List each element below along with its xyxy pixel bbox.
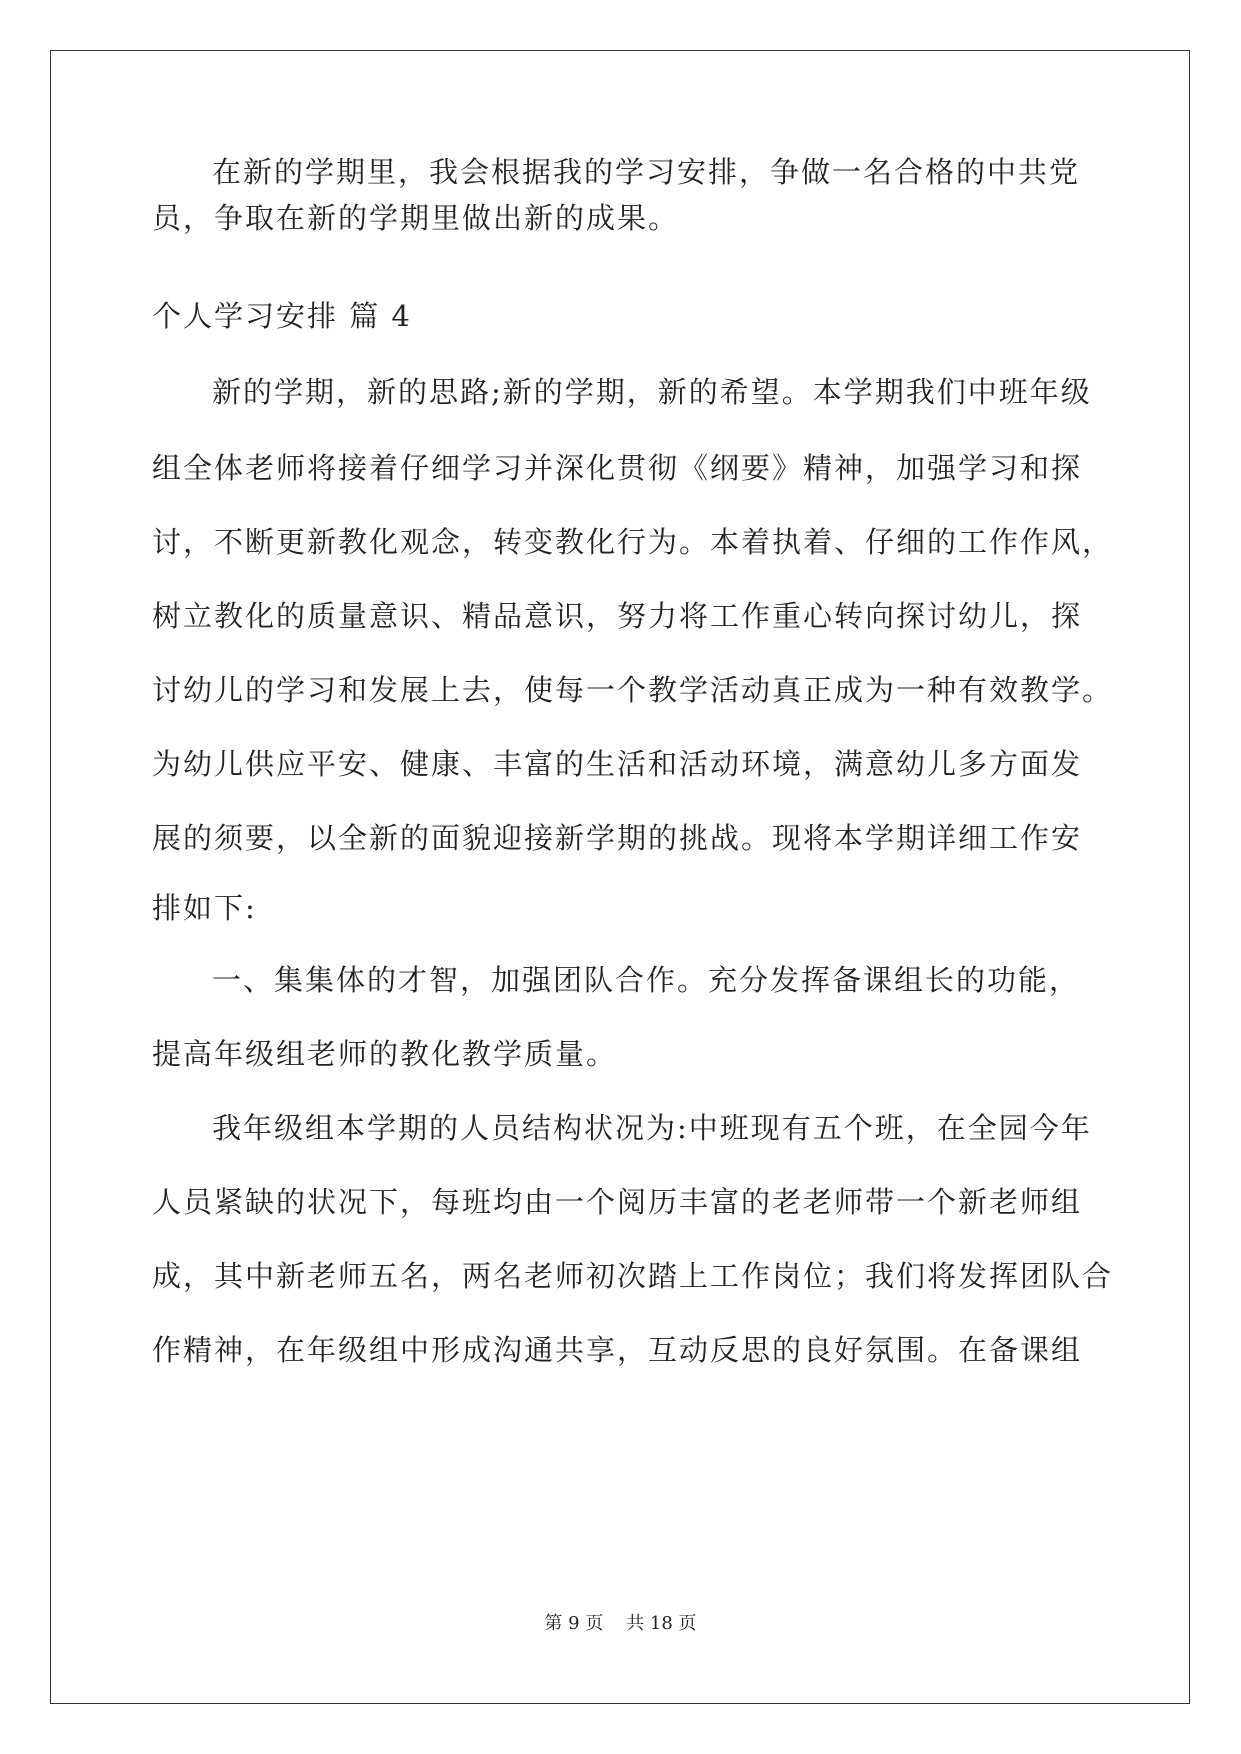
paragraph-line: 一、集集体的才智，加强团队合作。充分发挥备课组长的功能，	[212, 963, 1081, 997]
paragraph-line: 在新的学期里，我会根据我的学习安排，争做一名合格的中共党	[212, 155, 1081, 189]
paragraph-line: 树立教化的质量意识、精品意识，努力将工作重心转向探讨幼儿，探	[152, 599, 1083, 633]
paragraph-line: 我年级组本学期的人员结构状况为:中班现有五个班，在全园今年	[212, 1111, 1092, 1145]
paragraph-line: 组全体老师将接着仔细学习并深化贯彻《纲要》精神，加强学习和探	[152, 451, 1083, 485]
paragraph-line: 新的学期，新的思路;新的学期，新的希望。本学期我们中班年级	[212, 375, 1092, 409]
paragraph-line: 作精神，在年级组中形成沟通共享，互动反思的良好氛围。在备课组	[152, 1333, 1083, 1367]
paragraph-line: 提高年级组老师的教化教学质量。	[152, 1037, 618, 1071]
paragraph-line: 讨幼儿的学习和发展上去，使每一个教学活动真正成为一种有效教学。	[152, 673, 1114, 707]
page-number-footer: 第 9 页 共 18 页	[544, 1613, 697, 1634]
paragraph-line: 展的须要，以全新的面貌迎接新学期的挑战。现将本学期详细工作安	[152, 821, 1083, 855]
paragraph-line: 人员紧缺的状况下，每班均由一个阅历丰富的老老师带一个新老师组	[152, 1185, 1083, 1219]
paragraph-line: 员，争取在新的学期里做出新的成果。	[152, 201, 680, 235]
paragraph-line: 排如下:	[152, 891, 257, 925]
section-heading: 个人学习安排 篇 4	[152, 299, 412, 333]
paragraph-line: 讨，不断更新教化观念，转变教化行为。本着执着、仔细的工作作风，	[152, 525, 1114, 559]
paragraph-line: 成，其中新老师五名，两名老师初次踏上工作岗位；我们将发挥团队合	[152, 1259, 1114, 1293]
paragraph-line: 为幼儿供应平安、健康、丰富的生活和活动环境，满意幼儿多方面发	[152, 747, 1083, 781]
